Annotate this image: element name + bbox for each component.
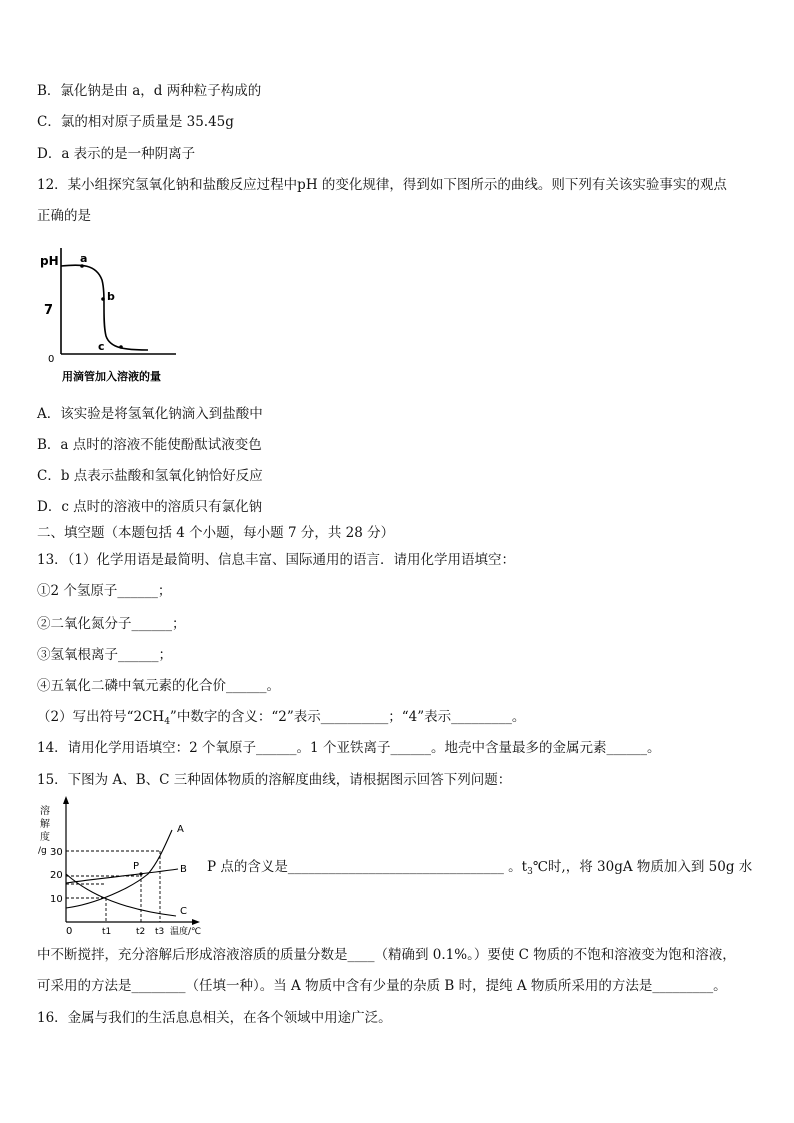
q13-line1: 13．（1）化学用语是最简明、信息丰富、国际通用的语言．请用化学用语填空： xyxy=(37,552,516,568)
ph-curve-figure xyxy=(36,240,196,386)
q13-item-4: ④五氧化二磷中氧元素的化合价______。 xyxy=(37,678,280,694)
label-c: C xyxy=(180,906,187,917)
q15-line1: 15．下图为 A、B、C 三种固体物质的溶解度曲线，请根据图示回答下列问题： xyxy=(37,772,512,788)
label-a: A xyxy=(177,824,184,835)
q15-line3: 中不断搅拌，充分溶解后形成溶液溶质的质量分数是____（精确到 0.1%。）要使 C 物质的不饱和溶液变为饱和溶液， xyxy=(37,947,736,963)
q15-side-b: ℃时,，将 30gA 物质加入到 50g 水 xyxy=(532,859,753,875)
point-c-label: c xyxy=(98,340,105,353)
q12-option-d: D．c 点时的溶液中的溶质只有氯化钠 xyxy=(37,499,263,515)
sol-x-label: 温度/℃ xyxy=(170,927,202,937)
q15-line4: 可采用的方法是________（任填一种）。当 A 物质中含有少量的杂质 B 时，提纯 A 物质所采用的方法是_________。 xyxy=(37,978,727,994)
q15-side-text xyxy=(207,858,752,881)
ph-x-label: 用滴管加入溶液的量 xyxy=(62,370,161,383)
ph-origin-label: 0 xyxy=(48,354,55,365)
solubility-figure xyxy=(36,796,208,938)
q13-part2 xyxy=(37,708,525,731)
ph-y-label: pH xyxy=(40,254,59,268)
q12-option-b: B．a 点时的溶液不能使酚酞试液变色 xyxy=(37,437,262,453)
q16-line: 16．金属与我们的生活息息相关，在各个领域中用途广泛。 xyxy=(37,1010,392,1026)
sol-xtick-t2: t2 xyxy=(136,927,146,937)
q15-side-a: P 点的含义是________________________________ 。t xyxy=(207,859,528,875)
sol-y-arrow xyxy=(63,796,69,804)
sol-ytick-10: 10 xyxy=(50,894,63,905)
point-c-dot xyxy=(119,345,123,349)
label-p: P xyxy=(133,861,140,872)
q12-option-c: C．b 点表示盐酸和氢氧化钠恰好反应 xyxy=(37,468,263,484)
q13-part2-b: ”中数字的含义：“2”表示__________；“4”表示_________。 xyxy=(169,709,526,725)
sol-ylabel-1: 溶 xyxy=(40,806,50,817)
sol-ytick-30: 30 xyxy=(50,847,63,858)
q13-item-3: ③氢氧根离子______； xyxy=(37,647,172,663)
q13-part2-a: （2）写出符号“2CH xyxy=(37,709,165,725)
q11-option-d: D．a 表示的是一种阴离子 xyxy=(37,146,196,162)
curve-a xyxy=(66,830,172,908)
point-b-label: b xyxy=(107,290,115,303)
q12-stem-line1: 12．某小组探究氢氧化钠和盐酸反应过程中pH 的变化规律，得到如下图所示的曲线。则下列有关该实验事实的观点 xyxy=(37,177,727,193)
q11-option-c: C．氯的相对原子质量是 35.45g xyxy=(37,114,234,130)
sol-ylabel-2: 解 xyxy=(40,819,50,830)
ph-curve xyxy=(61,265,148,350)
q11-option-b: B．氯化钠是由 a，d 两种粒子构成的 xyxy=(37,83,262,99)
sol-ytick-20: 20 xyxy=(50,870,63,881)
q13-part2-sub: 4 xyxy=(164,717,170,727)
q13-item-1: ①2 个氢原子______； xyxy=(37,583,172,599)
sol-ylabel-4: /g xyxy=(38,846,47,856)
sol-xtick-t3: t3 xyxy=(155,927,165,937)
q12-stem-line2: 正确的是 xyxy=(37,208,91,224)
point-a-label: a xyxy=(80,252,88,265)
q15-side-sub: 3 xyxy=(527,867,533,877)
sol-x-arrow xyxy=(192,919,200,925)
ph-seven-label: 7 xyxy=(44,303,54,318)
point-b-dot xyxy=(101,297,105,301)
sol-origin: 0 xyxy=(66,926,73,937)
section-2-heading: 二、填空题（本题包括 4 个小题，每小题 7 分，共 28 分） xyxy=(37,525,395,541)
sol-ylabel-3: 度 xyxy=(40,832,50,843)
q12-option-a: A．该实验是将氢氧化钠滴入到盐酸中 xyxy=(37,406,263,422)
q13-item-2: ②二氧化氮分子______； xyxy=(37,616,186,632)
sol-xtick-t1: t1 xyxy=(102,927,112,937)
point-p-dot xyxy=(139,872,142,875)
q14-line: 14．请用化学用语填空：2 个氧原子______。1 个亚铁离子______。地壳中含量最多的金属元素______。 xyxy=(37,740,661,756)
label-b: B xyxy=(180,864,187,875)
